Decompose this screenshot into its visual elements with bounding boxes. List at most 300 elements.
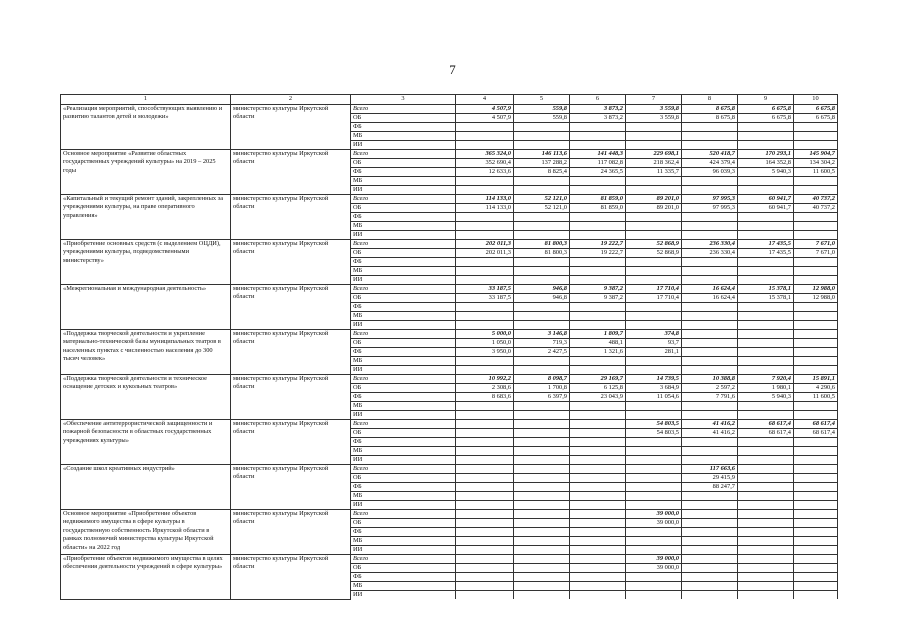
amount-cell: [794, 321, 838, 330]
amount-cell: [456, 501, 514, 510]
amount-cell: [794, 591, 838, 600]
funding-source-cell: ФБ: [351, 258, 456, 267]
amount-cell: [738, 465, 794, 474]
amount-cell: 3 873,2: [570, 114, 626, 123]
amount-cell: [570, 276, 626, 285]
amount-cell: 145 904,7: [794, 150, 838, 159]
amount-cell: [626, 465, 682, 474]
executor-cell: министерство культуры Иркутской области: [231, 375, 351, 420]
amount-cell: 81 800,3: [514, 249, 570, 258]
amount-cell: [456, 492, 514, 501]
amount-cell: [456, 591, 514, 600]
amount-cell: 33 187,5: [456, 285, 514, 294]
activity-name-cell: Основное мероприятие «Приобретение объектов недвижимого имущества в сфере культуры в государственную собственность Иркутской области в рамках полномочий министерства культуры Иркутской области» на 2022 год: [61, 510, 231, 555]
amount-cell: [514, 510, 570, 519]
amount-cell: 4 507,9: [456, 105, 514, 114]
funding-source-cell: МБ: [351, 537, 456, 546]
amount-cell: [514, 546, 570, 555]
table-row: [61, 330, 838, 339]
amount-cell: [682, 564, 738, 573]
amount-cell: 23 043,9: [570, 393, 626, 402]
amount-cell: 137 288,2: [514, 159, 570, 168]
amount-cell: [682, 132, 738, 141]
amount-cell: [738, 501, 794, 510]
funding-source-cell: ИИ: [351, 546, 456, 555]
amount-cell: 29 169,7: [570, 375, 626, 384]
executor-cell: министерство культуры Иркутской области: [231, 240, 351, 285]
amount-cell: [626, 483, 682, 492]
amount-cell: [514, 537, 570, 546]
amount-cell: [626, 312, 682, 321]
amount-cell: [456, 276, 514, 285]
amount-cell: [626, 132, 682, 141]
amount-cell: 19 222,7: [570, 240, 626, 249]
amount-cell: [456, 465, 514, 474]
table-row: [61, 420, 838, 429]
amount-cell: 16 624,4: [682, 285, 738, 294]
amount-cell: [738, 132, 794, 141]
budget-table: [60, 94, 838, 600]
executor-cell: министерство культуры Иркутской области: [231, 285, 351, 330]
amount-cell: [514, 501, 570, 510]
funding-source-cell: ФБ: [351, 123, 456, 132]
header-cell: 3: [351, 95, 456, 105]
amount-cell: 2 597,2: [682, 384, 738, 393]
amount-cell: [738, 267, 794, 276]
table-row: [61, 195, 838, 204]
amount-cell: 7 671,0: [794, 240, 838, 249]
amount-cell: 15 378,1: [738, 294, 794, 303]
amount-cell: [794, 141, 838, 150]
amount-cell: [456, 402, 514, 411]
amount-cell: [456, 321, 514, 330]
amount-cell: [738, 447, 794, 456]
amount-cell: [570, 465, 626, 474]
amount-cell: [626, 591, 682, 600]
amount-cell: [570, 591, 626, 600]
amount-cell: 60 941,7: [738, 195, 794, 204]
amount-cell: [570, 582, 626, 591]
amount-cell: [570, 555, 626, 564]
amount-cell: 40 737,2: [794, 195, 838, 204]
activity-name-cell: «Поддержка творческой деятельности и техническое оснащение детских и кукольных театров»: [61, 375, 231, 420]
amount-cell: [570, 267, 626, 276]
amount-cell: 9 387,2: [570, 294, 626, 303]
amount-cell: [738, 546, 794, 555]
amount-cell: 229 698,1: [626, 150, 682, 159]
amount-cell: [456, 420, 514, 429]
amount-cell: 488,1: [570, 339, 626, 348]
executor-cell: министерство культуры Иркутской области: [231, 555, 351, 600]
amount-cell: [456, 483, 514, 492]
funding-source-cell: ОБ: [351, 159, 456, 168]
amount-cell: 170 293,1: [738, 150, 794, 159]
amount-cell: [456, 222, 514, 231]
amount-cell: 6 675,8: [794, 114, 838, 123]
funding-source-cell: ИИ: [351, 141, 456, 150]
amount-cell: 141 448,3: [570, 150, 626, 159]
activity-name-cell: «Поддержка творческой деятельности и укрепление материально-технической базы муниципальных театров в населенных пунктах с численностью населения до 300 тысяч человек»: [61, 330, 231, 375]
amount-cell: [794, 339, 838, 348]
amount-cell: [738, 339, 794, 348]
amount-cell: 352 690,4: [456, 159, 514, 168]
amount-cell: [794, 186, 838, 195]
amount-cell: [626, 573, 682, 582]
amount-cell: [682, 546, 738, 555]
amount-cell: [456, 177, 514, 186]
amount-cell: [570, 492, 626, 501]
funding-source-cell: ИИ: [351, 591, 456, 600]
amount-cell: [738, 357, 794, 366]
funding-source-cell: Всего: [351, 240, 456, 249]
table-row: [61, 240, 838, 249]
funding-source-cell: МБ: [351, 222, 456, 231]
amount-cell: 52 121,0: [514, 204, 570, 213]
amount-cell: [456, 141, 514, 150]
amount-cell: 11 600,5: [794, 168, 838, 177]
amount-cell: [514, 258, 570, 267]
amount-cell: 424 379,4: [682, 159, 738, 168]
funding-source-cell: Всего: [351, 150, 456, 159]
table-row: [61, 465, 838, 474]
amount-cell: 117 082,8: [570, 159, 626, 168]
amount-cell: [738, 321, 794, 330]
funding-source-cell: ОБ: [351, 204, 456, 213]
amount-cell: [738, 186, 794, 195]
table-row: [61, 105, 838, 114]
amount-cell: [514, 555, 570, 564]
funding-source-cell: МБ: [351, 312, 456, 321]
amount-cell: [626, 447, 682, 456]
funding-source-cell: ФБ: [351, 528, 456, 537]
amount-cell: [738, 492, 794, 501]
amount-cell: [456, 258, 514, 267]
amount-cell: 3 559,8: [626, 105, 682, 114]
amount-cell: 19 222,7: [570, 249, 626, 258]
amount-cell: [682, 582, 738, 591]
funding-source-cell: Всего: [351, 465, 456, 474]
amount-cell: 2 427,5: [514, 348, 570, 357]
executor-cell: министерство культуры Иркутской области: [231, 465, 351, 510]
amount-cell: [626, 501, 682, 510]
amount-cell: [794, 258, 838, 267]
amount-cell: [570, 573, 626, 582]
amount-cell: [626, 177, 682, 186]
amount-cell: [682, 213, 738, 222]
amount-cell: [570, 177, 626, 186]
amount-cell: 96 039,3: [682, 168, 738, 177]
amount-cell: [626, 456, 682, 465]
amount-cell: [626, 492, 682, 501]
amount-cell: [570, 510, 626, 519]
amount-cell: 6 675,8: [794, 105, 838, 114]
funding-source-cell: МБ: [351, 582, 456, 591]
amount-cell: 114 133,0: [456, 195, 514, 204]
amount-cell: [794, 492, 838, 501]
funding-source-cell: ИИ: [351, 366, 456, 375]
amount-cell: [456, 123, 514, 132]
amount-cell: 12 633,6: [456, 168, 514, 177]
amount-cell: [456, 186, 514, 195]
amount-cell: [514, 366, 570, 375]
amount-cell: [514, 186, 570, 195]
amount-cell: [570, 231, 626, 240]
amount-cell: [514, 447, 570, 456]
amount-cell: [514, 321, 570, 330]
page-number: 7: [449, 62, 456, 77]
funding-source-cell: МБ: [351, 447, 456, 456]
amount-cell: [738, 402, 794, 411]
table-row: [61, 375, 838, 384]
funding-source-cell: МБ: [351, 267, 456, 276]
amount-cell: [738, 591, 794, 600]
amount-cell: [570, 537, 626, 546]
amount-cell: 946,8: [514, 294, 570, 303]
amount-cell: [570, 501, 626, 510]
header-cell: 7: [626, 95, 682, 105]
amount-cell: [626, 474, 682, 483]
amount-cell: 52 121,0: [514, 195, 570, 204]
funding-source-cell: ОБ: [351, 429, 456, 438]
amount-cell: 24 365,5: [570, 168, 626, 177]
amount-cell: 218 362,4: [626, 159, 682, 168]
amount-cell: 9 387,2: [570, 285, 626, 294]
amount-cell: [626, 582, 682, 591]
amount-cell: 5 000,0: [456, 330, 514, 339]
amount-cell: [682, 177, 738, 186]
funding-source-cell: МБ: [351, 177, 456, 186]
amount-cell: 7 920,4: [738, 375, 794, 384]
amount-cell: 7 671,0: [794, 249, 838, 258]
amount-cell: [570, 546, 626, 555]
amount-cell: [514, 474, 570, 483]
amount-cell: [794, 411, 838, 420]
amount-cell: 8 825,4: [514, 168, 570, 177]
amount-cell: [456, 573, 514, 582]
amount-cell: 281,1: [626, 348, 682, 357]
amount-cell: [570, 213, 626, 222]
amount-cell: [514, 528, 570, 537]
funding-source-cell: ОБ: [351, 339, 456, 348]
amount-cell: [456, 429, 514, 438]
amount-cell: [682, 528, 738, 537]
amount-cell: [626, 231, 682, 240]
amount-cell: 11 600,5: [794, 393, 838, 402]
amount-cell: [682, 267, 738, 276]
amount-cell: 29 415,9: [682, 474, 738, 483]
amount-cell: 93,7: [626, 339, 682, 348]
amount-cell: 719,3: [514, 339, 570, 348]
amount-cell: 3 146,8: [514, 330, 570, 339]
amount-cell: [738, 330, 794, 339]
amount-cell: [738, 483, 794, 492]
amount-cell: [682, 492, 738, 501]
amount-cell: 1 809,7: [570, 330, 626, 339]
amount-cell: 6 125,8: [570, 384, 626, 393]
amount-cell: [626, 546, 682, 555]
amount-cell: [682, 555, 738, 564]
amount-cell: 117 663,6: [682, 465, 738, 474]
amount-cell: [682, 456, 738, 465]
amount-cell: [514, 402, 570, 411]
amount-cell: [682, 339, 738, 348]
amount-cell: [514, 231, 570, 240]
amount-cell: [626, 141, 682, 150]
amount-cell: [794, 456, 838, 465]
amount-cell: [514, 492, 570, 501]
funding-source-cell: ФБ: [351, 573, 456, 582]
amount-cell: 10 992,2: [456, 375, 514, 384]
amount-cell: [738, 564, 794, 573]
amount-cell: [456, 519, 514, 528]
funding-source-cell: ОБ: [351, 114, 456, 123]
amount-cell: [514, 465, 570, 474]
amount-cell: [794, 312, 838, 321]
amount-cell: 236 330,4: [682, 240, 738, 249]
amount-cell: [738, 276, 794, 285]
header-cell: 8: [682, 95, 738, 105]
amount-cell: [570, 402, 626, 411]
amount-cell: [794, 330, 838, 339]
amount-cell: 202 011,3: [456, 240, 514, 249]
amount-cell: 54 803,5: [626, 420, 682, 429]
amount-cell: [626, 222, 682, 231]
amount-cell: 68 617,4: [794, 429, 838, 438]
funding-source-cell: Всего: [351, 375, 456, 384]
amount-cell: [514, 573, 570, 582]
amount-cell: [794, 132, 838, 141]
amount-cell: [682, 537, 738, 546]
amount-cell: 3 559,8: [626, 114, 682, 123]
amount-cell: [514, 276, 570, 285]
amount-cell: [626, 186, 682, 195]
amount-cell: 520 418,7: [682, 150, 738, 159]
funding-source-cell: ИИ: [351, 456, 456, 465]
funding-source-cell: ИИ: [351, 186, 456, 195]
funding-source-cell: ОБ: [351, 384, 456, 393]
amount-cell: 41 416,2: [682, 420, 738, 429]
funding-source-cell: Всего: [351, 195, 456, 204]
amount-cell: [626, 357, 682, 366]
amount-cell: 7 791,6: [682, 393, 738, 402]
amount-cell: 60 941,7: [738, 204, 794, 213]
amount-cell: [738, 258, 794, 267]
amount-cell: [570, 132, 626, 141]
amount-cell: [682, 321, 738, 330]
header-cell: 9: [738, 95, 794, 105]
amount-cell: [682, 447, 738, 456]
amount-cell: [570, 483, 626, 492]
amount-cell: [794, 546, 838, 555]
amount-cell: 81 859,0: [570, 195, 626, 204]
amount-cell: [794, 222, 838, 231]
amount-cell: [794, 501, 838, 510]
amount-cell: [682, 501, 738, 510]
amount-cell: 6 397,9: [514, 393, 570, 402]
amount-cell: [570, 366, 626, 375]
amount-cell: [682, 258, 738, 267]
amount-cell: [794, 528, 838, 537]
amount-cell: [794, 357, 838, 366]
activity-name-cell: «Обеспечение антитеррористической защищенности и пожарной безопасности в областных государственных учреждениях культуры»: [61, 420, 231, 465]
amount-cell: 17 435,5: [738, 240, 794, 249]
funding-source-cell: ИИ: [351, 321, 456, 330]
amount-cell: [514, 267, 570, 276]
amount-cell: [682, 123, 738, 132]
amount-cell: [626, 366, 682, 375]
amount-cell: [738, 411, 794, 420]
amount-cell: 41 416,2: [682, 429, 738, 438]
amount-cell: [794, 573, 838, 582]
amount-cell: [794, 474, 838, 483]
activity-name-cell: «Реализация мероприятий, способствующих выявлению и развитию талантов детей и молодежи»: [61, 105, 231, 150]
amount-cell: [682, 402, 738, 411]
funding-source-cell: ИИ: [351, 501, 456, 510]
amount-cell: 946,8: [514, 285, 570, 294]
header-cell: 1: [61, 95, 231, 105]
amount-cell: [514, 312, 570, 321]
amount-cell: [456, 447, 514, 456]
amount-cell: [794, 564, 838, 573]
amount-cell: [682, 330, 738, 339]
executor-cell: министерство культуры Иркутской области: [231, 195, 351, 240]
amount-cell: [682, 411, 738, 420]
amount-cell: [626, 321, 682, 330]
amount-cell: [570, 312, 626, 321]
amount-cell: [682, 186, 738, 195]
amount-cell: [570, 321, 626, 330]
amount-cell: [794, 447, 838, 456]
amount-cell: 68 617,4: [794, 420, 838, 429]
activity-name-cell: «Межрегиональная и международная деятельность»: [61, 285, 231, 330]
activity-name-cell: «Создание школ креативных индустрий»: [61, 465, 231, 510]
amount-cell: 1 050,0: [456, 339, 514, 348]
table-row: [61, 510, 838, 519]
amount-cell: [794, 123, 838, 132]
amount-cell: 134 304,2: [794, 159, 838, 168]
amount-cell: [738, 303, 794, 312]
amount-cell: [738, 348, 794, 357]
amount-cell: [682, 141, 738, 150]
amount-cell: [682, 276, 738, 285]
funding-source-cell: ФБ: [351, 168, 456, 177]
amount-cell: [514, 411, 570, 420]
amount-cell: [738, 528, 794, 537]
amount-cell: [794, 402, 838, 411]
amount-cell: [570, 474, 626, 483]
amount-cell: [738, 537, 794, 546]
amount-cell: [514, 456, 570, 465]
funding-source-cell: ОБ: [351, 564, 456, 573]
amount-cell: 40 737,2: [794, 204, 838, 213]
amount-cell: 39 000,0: [626, 555, 682, 564]
amount-cell: [456, 546, 514, 555]
funding-source-cell: МБ: [351, 357, 456, 366]
table-row: [61, 555, 838, 564]
amount-cell: [738, 582, 794, 591]
amount-cell: [456, 231, 514, 240]
amount-cell: 81 859,0: [570, 204, 626, 213]
header-cell: 2: [231, 95, 351, 105]
amount-cell: 14 739,5: [626, 375, 682, 384]
funding-source-cell: ОБ: [351, 474, 456, 483]
amount-cell: [514, 519, 570, 528]
table-row: [61, 150, 838, 159]
amount-cell: [456, 456, 514, 465]
amount-cell: [514, 483, 570, 492]
amount-cell: [738, 510, 794, 519]
amount-cell: 1 980,1: [738, 384, 794, 393]
